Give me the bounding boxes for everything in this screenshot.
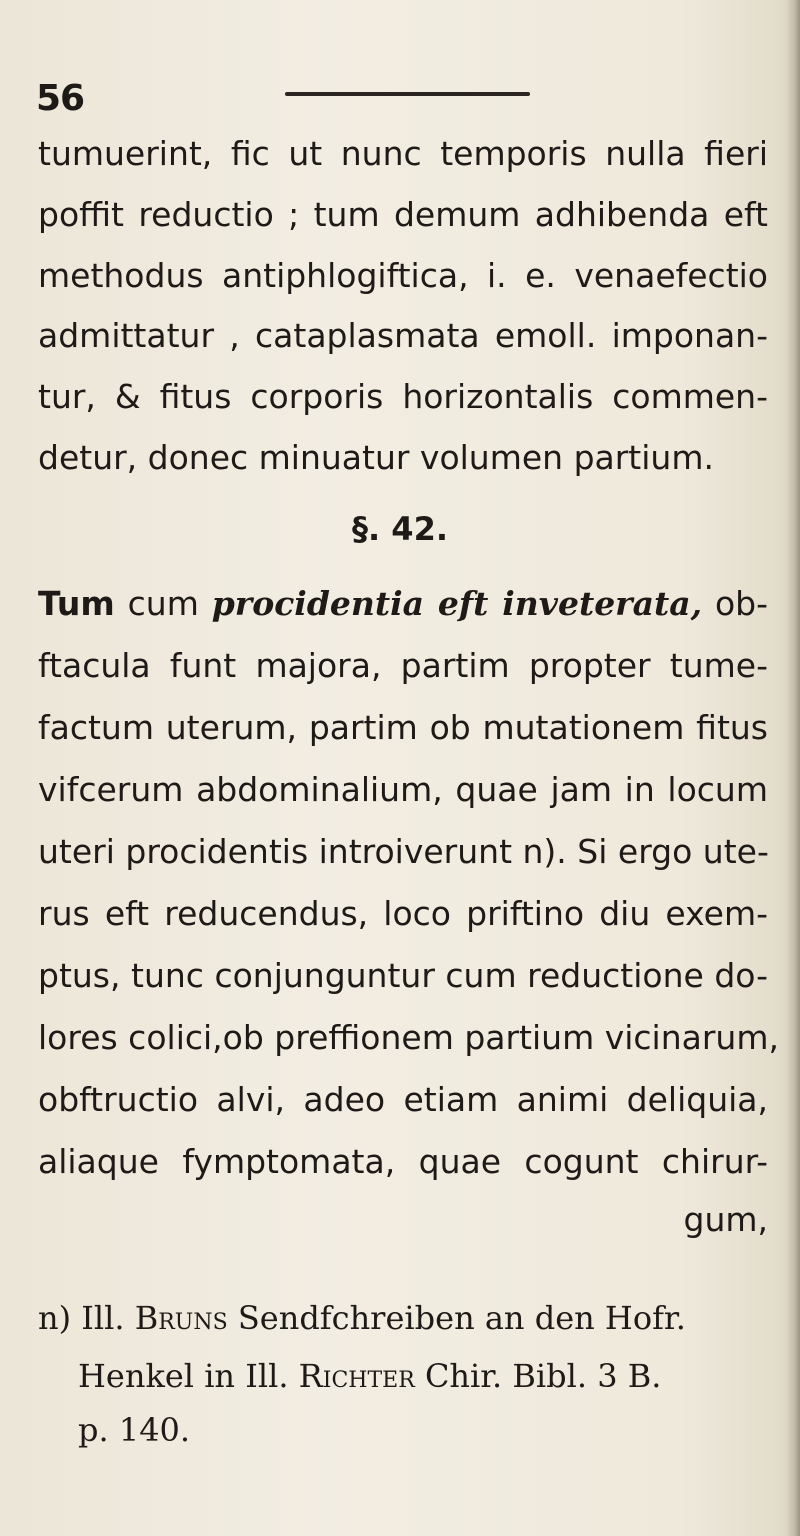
text-span: Chir. Bibl. 3 B. [414,1357,662,1395]
text-line: ftacula funt majora, partim propter tume- [38,646,768,685]
page-edge-shadow [786,0,800,1536]
text-line: lores colici,ob preffionem partium vicinarum, [38,1018,779,1057]
page-number: 56 [36,78,85,119]
header-rule [285,92,530,96]
footnote-author: Bruns [134,1299,228,1337]
text-line: rus eft reducendus, loco priftino diu exem- [38,894,768,933]
footnote-marker: n) Ill. [38,1299,135,1337]
italic-phrase: procidentia eft inveterata, [211,584,703,623]
section-heading: §. 42. [352,510,448,548]
text-line: obftructio alvi, adeo etiam animi deliquia, [38,1080,768,1119]
lead-word: Tum [38,584,115,623]
footnote-author: Richter [298,1357,415,1395]
text-line: uteri procidentis introiverunt n). Si ergo ute- [38,832,769,871]
text-span: cum [114,584,212,623]
text-span: Sendfchreiben an den Hofr. [227,1299,686,1337]
text-line: poffit reductio ; tum demum adhibenda eft [38,195,768,234]
text-line: vifcerum abdominalium, quae jam in locum [38,770,768,809]
text-line: ptus, tunc conjunguntur cum reductione do- [38,956,768,995]
catchword: gum, [683,1200,768,1239]
text-line: tumuerint, fic ut nunc temporis nulla fieri [38,134,768,173]
text-span: ob- [702,584,769,623]
text-line: admittatur , cataplasmata emoll. imponan- [38,316,768,355]
footnote-line [38,1298,768,1338]
text-line: tur, & fitus corporis horizontalis commen- [38,377,768,416]
text-line-first [38,584,768,624]
footnote-line: p. 140. [78,1411,191,1449]
text-line: aliaque fymptomata, quae cogunt chirur- [38,1142,768,1181]
text-span: Henkel in Ill. [78,1357,299,1395]
footnote-line [78,1356,768,1396]
text-line: factum uterum, partim ob mutationem fitus [38,708,768,747]
text-line: methodus antiphlogiftica, i. e. venaefectio [38,256,768,295]
text-line: detur, donec minuatur volumen partium. [38,438,714,477]
